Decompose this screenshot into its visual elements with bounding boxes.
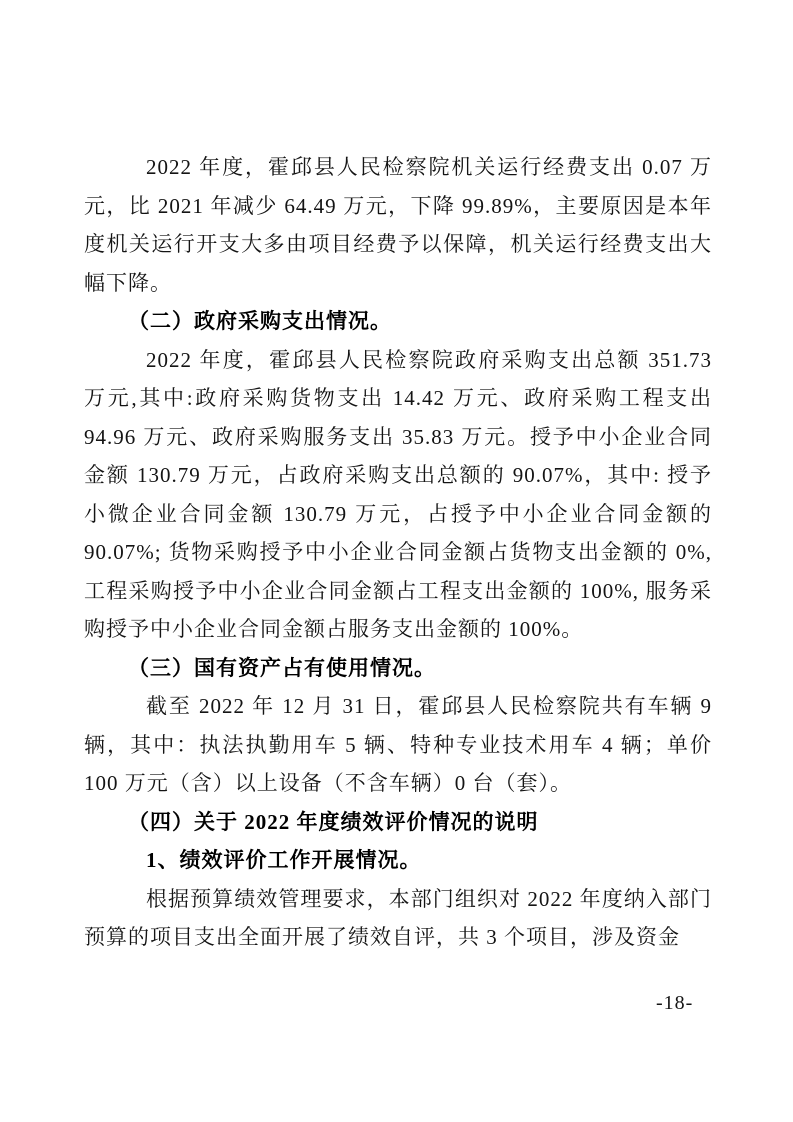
section-heading: （四）关于 2022 年度绩效评价情况的说明 <box>128 809 539 834</box>
paragraph: 2022 年度，霍邱县人民检察院机关运行经费支出 0.07 万元，比 2021 年减少 64.49 万元，下降 99.89%，主要原因是本年度机关运行开支大多由项目经费予以保障，机关运行经费支出大幅下降。 <box>84 155 712 295</box>
sub-section-heading: 1、绩效评价工作开展情况。 <box>146 848 422 872</box>
page-number: -18- <box>656 992 694 1014</box>
section-heading: （二）政府采购支出情况。 <box>128 309 392 333</box>
document-content <box>84 148 712 957</box>
paragraph: 2022 年度，霍邱县人民检察院政府采购支出总额 351.73 万元,其中:政府采购货物支出 14.42 万元、政府采购工程支出 94.96 万元、政府采购服务支出 35.83 万元。授予中小企业合同金额 130.79 万元，占政府采购支出总额的 90.07%，其中: 授予小微企业合同金额 130.79 万元，占授予中小企业合同金额的 90.07%; 货物采购授予中小企业合同金额占货物支出金额的 0%, 工程采购授予中小企业合同金额占工程支出金额的 100%, 服务采购授予中小企业合同金额占服务支出金额的 100%。 <box>84 347 712 641</box>
paragraph: 截至 2022 年 12 月 31 日，霍邱县人民检察院共有车辆 9 辆，其中：执法执勤用车 5 辆、特种专业技术用车 4 辆；单价 100 万元（含）以上设备（不含车辆）0 台（套）。 <box>84 694 712 795</box>
section-heading: （三）国有资产占有使用情况。 <box>128 655 436 680</box>
paragraph: 根据预算绩效管理要求，本部门组织对 2022 年度纳入部门预算的项目支出全面开展了绩效自评，共 3 个项目，涉及资金 <box>84 886 712 949</box>
